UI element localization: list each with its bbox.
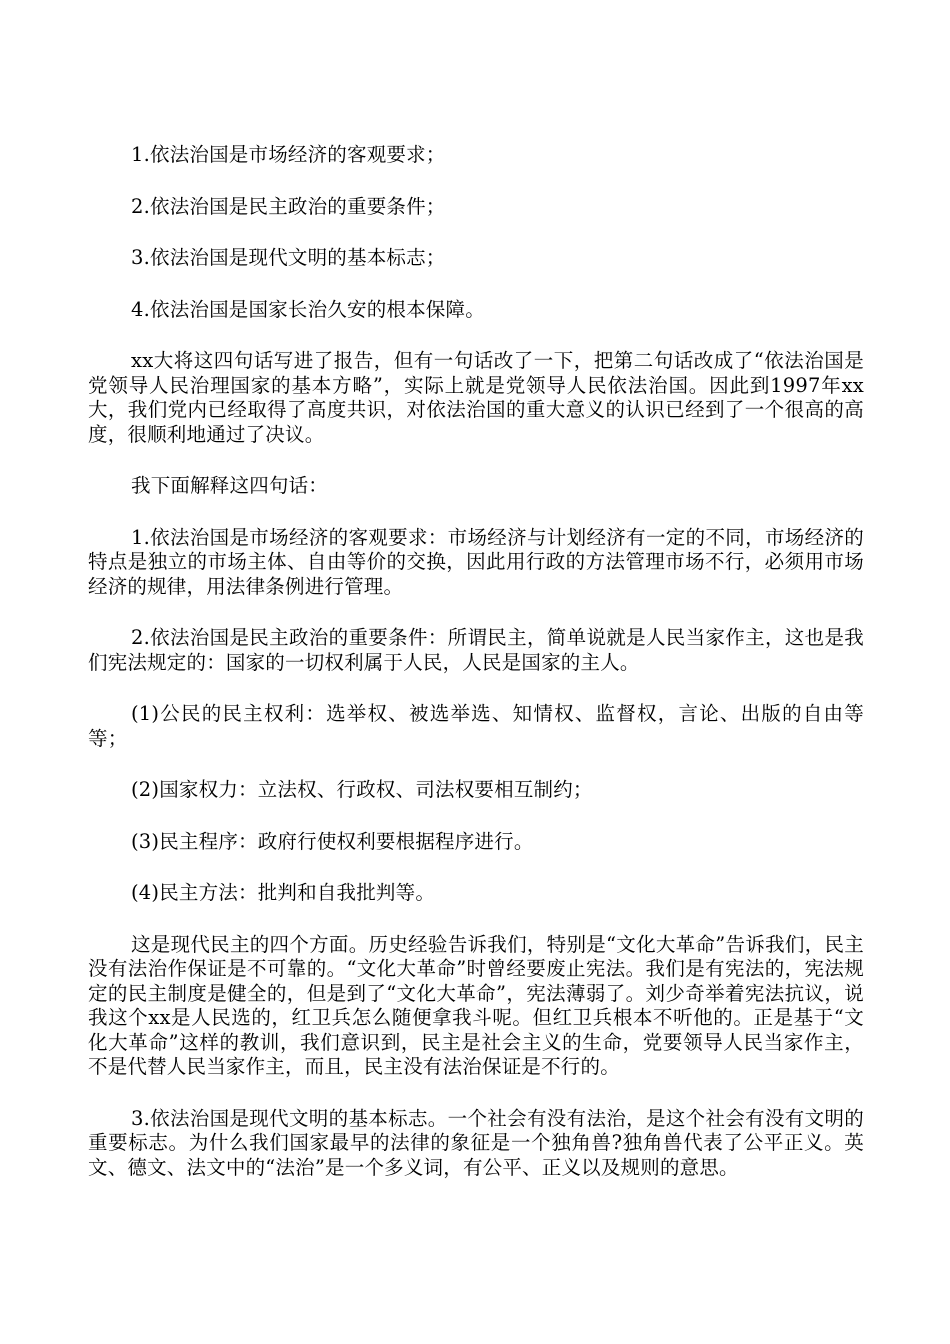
report-paragraph: xx大将这四句话写进了报告，但有一句话改了一下，把第二句话改成了“依法治国是党领导人民治理国家的基本方略”，实际上就是党领导人民依法治国。因此到1997年xx大，我们党内已经取得了高度共识，对依法治国的重大意义的认识已经到了一个很高的高度，很顺利地通过了决议。	[88, 349, 864, 446]
explanation-democracy: 2.依法治国是民主政治的重要条件：所谓民主，简单说就是人民当家作主，这也是我们宪法规定的：国家的一切权利属于人民，人民是国家的主人。	[88, 626, 864, 674]
explanation-civilization: 3.依法治国是现代文明的基本标志。一个社会有没有法治，是这个社会有没有文明的重要标志。为什么我们国家最早的法律的象征是一个独角兽?独角兽代表了公平正义。英文、德文、法文中的“法治”是一个多义词，有公平、正义以及规则的意思。	[88, 1106, 864, 1179]
democracy-method: (4)民主方法：批判和自我批判等。	[131, 881, 436, 904]
principle-3: 3.依法治国是现代文明的基本标志；	[131, 246, 446, 269]
principle-4: 4.依法治国是国家长治久安的根本保障。	[131, 297, 485, 321]
history-lesson: 这是现代民主的四个方面。历史经验告诉我们，特别是“文化大革命”告诉我们，民主没有法治作保证是不可靠的。“文化大革命”时曾经要废止宪法。我们是有宪法的，宪法规定的民主制度是健全的，但是到了“文化大革命”，宪法薄弱了。刘少奇举着宪法抗议，说我这个xx是人民选的，红卫兵怎么随便拿我斗呢。但红卫兵根本不听他的。正是基于“文化大革命”这样的教训，我们意识到，民主是社会主义的生命，党要领导人民当家作主，不是代替人民当家作主，而且，民主没有法治保证是不行的。	[88, 932, 864, 1078]
principle-2: 2.依法治国是民主政治的重要条件；	[131, 194, 446, 218]
democracy-rights: (1)公民的民主权利：选举权、被选举选、知情权、监督权，言论、出版的自由等等；	[88, 702, 864, 750]
democracy-power: (2)国家权力：立法权、行政权、司法权要相互制约；	[131, 778, 593, 801]
document-body	[88, 143, 864, 1207]
explanation-market-economy: 1.依法治国是市场经济的客观要求：市场经济与计划经济有一定的不同，市场经济的特点是独立的市场主体、自由等价的交换，因此用行政的方法管理市场不行，必须用市场经济的规律，用法律条例进行管理。	[88, 525, 864, 598]
explanation-intro: 我下面解释这四句话：	[131, 474, 329, 497]
principle-1: 1.依法治国是市场经济的客观要求；	[131, 143, 446, 166]
democracy-procedure: (3)民主程序：政府行使权利要根据程序进行。	[131, 829, 534, 853]
